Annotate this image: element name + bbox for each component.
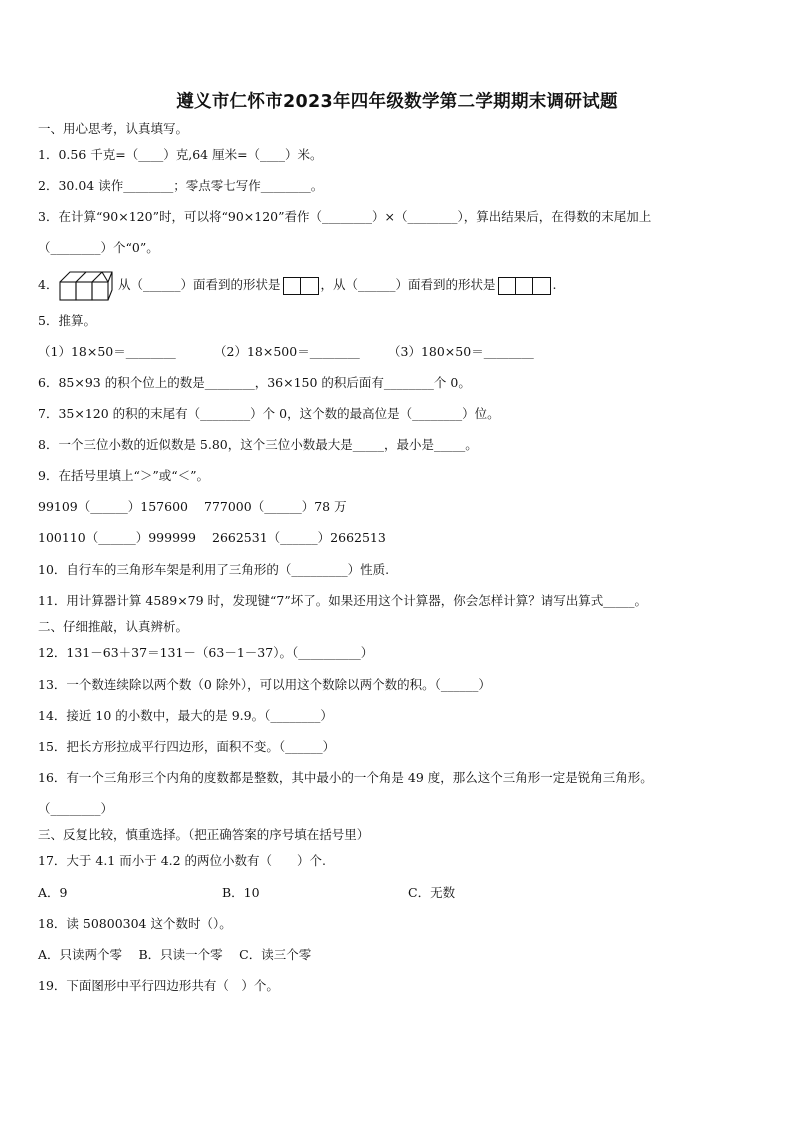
question-1: 1．0.56 千克=（____）克,64 厘米=（____）米。 — [38, 147, 323, 162]
question-9-item-1: 99109（______）157600 — [38, 499, 188, 514]
question-4-part-2: ，从（______）面看到的形状是 — [320, 277, 496, 292]
question-3-line-1: 3．在计算“90×120”时，可以将“90×120”看作（________）×（________），算出结果后，在得数的末尾加上 — [38, 209, 652, 224]
question-3-line-2: （________）个“0”。 — [38, 240, 159, 255]
question-4-number: 4． — [38, 277, 59, 292]
question-9: 9．在括号里填上“＞”或“＜”。 — [38, 468, 210, 483]
question-7: 7．35×120 的积的末尾有（________）个 0，这个数的最高位是（________）位。 — [38, 406, 500, 421]
question-15: 15．把长方形拉成平行四边形，面积不变。（______） — [38, 739, 336, 754]
question-17-option-a: A．9 — [38, 885, 68, 900]
question-6: 6．85×93 的积个位上的数是________，36×150 的积后面有________个 0。 — [38, 375, 471, 390]
question-4-part-1: 从（______）面看到的形状是 — [118, 277, 281, 292]
section-1-heading: 一、用心思考，认真填写。 — [38, 121, 189, 136]
question-17-option-b: B．10 — [222, 885, 260, 900]
question-18-options: A．只读两个零 B．只读一个零 C．读三个零 — [38, 947, 312, 962]
question-5-part-2: （2）18×500＝________ — [214, 344, 360, 359]
question-19: 19．下面图形中平行四边形共有（ ）个。 — [38, 978, 279, 993]
question-16-line-2: （________） — [38, 801, 114, 816]
section-3-heading: 三、反复比较，慎重选择。（把正确答案的序号填在括号里） — [38, 827, 370, 842]
section-2-heading: 二、仔细推敲，认真辨析。 — [38, 619, 189, 634]
question-11: 11．用计算器计算 4589×79 时，发现键“7”坏了。如果还用这个计算器，你会怎样计算？请写出算式_____。 — [38, 593, 648, 608]
question-4-end: . — [552, 277, 557, 292]
question-4-text — [118, 276, 557, 295]
question-5: 5．推算。 — [38, 313, 96, 328]
question-17: 17．大于 4.1 而小于 4.2 的两位小数有（ ）个. — [38, 853, 327, 868]
question-12: 12．131－63＋37＝131－（63－1－37）。（__________） — [38, 645, 374, 660]
question-9-item-3: 100110（______）999999 — [38, 530, 196, 545]
question-13: 13．一个数连续除以两个数（0 除外），可以用这个数除以两个数的积。（______） — [38, 677, 491, 692]
question-18: 18．读 50800304 这个数时（）。 — [38, 916, 232, 931]
question-9-item-2: 777000（______）78 万 — [204, 499, 347, 514]
page-title: 遵义市仁怀市2023年四年级数学第二学期期末调研试题 — [176, 92, 618, 112]
question-9-item-4: 2662531（______）2662513 — [212, 530, 386, 545]
cube-figure-icon — [58, 268, 114, 302]
question-10: 10．自行车的三角形车架是利用了三角形的（_________）性质. — [38, 562, 390, 577]
question-2: 2．30.04 读作________；零点零七写作________。 — [38, 178, 324, 193]
three-square-view-icon — [498, 277, 551, 295]
question-14: 14．接近 10 的小数中，最大的是 9.9。（________） — [38, 708, 333, 723]
question-16-line-1: 16．有一个三角形三个内角的度数都是整数，其中最小的一个角是 49 度，那么这个三角形一定是锐角三角形。 — [38, 770, 653, 785]
question-17-option-c: C．无数 — [408, 885, 456, 900]
two-square-view-icon — [283, 277, 319, 295]
question-5-part-1: （1）18×50＝________ — [38, 344, 176, 359]
question-8: 8．一个三位小数的近似数是 5.80，这个三位小数最大是_____，最小是_____。 — [38, 437, 478, 452]
question-5-part-3: （3）180×50＝________ — [388, 344, 534, 359]
